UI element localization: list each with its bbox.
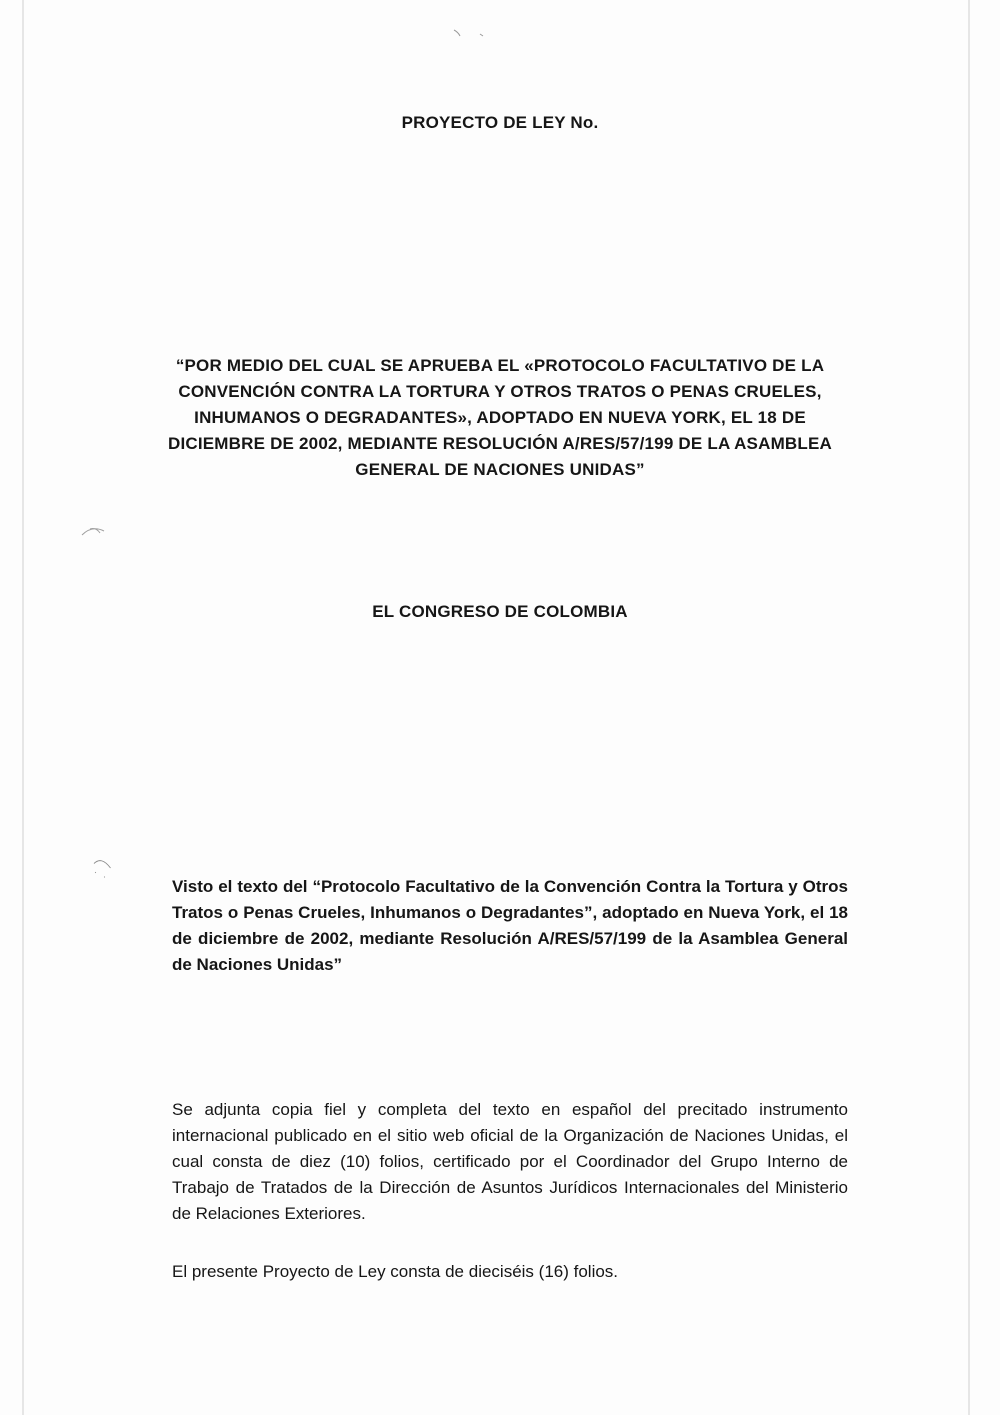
scan-edge-right — [968, 0, 970, 1415]
bill-title: “POR MEDIO DEL CUAL SE APRUEBA EL «PROTOCOLO FACULTATIVO DE LA CONVENCIÓN CONTRA LA TORTURA Y OTROS TRATOS O PENAS CRUELES, INHUMANOS O DEGRADANTES», ADOPTADO EN NUEVA YORK, EL 18 DE DICIEMBRE DE 2002, MEDIANTE RESOLUCIÓN A/RES/57/199 DE LA ASAMBLEA GENERAL DE NACIONES UNIDAS” — [167, 356, 833, 479]
bill-number-heading: PROYECTO DE LEY No. — [401, 113, 599, 132]
scan-edge-left — [22, 0, 24, 1415]
scan-artifact-left-1 — [60, 515, 120, 545]
visto-paragraph: Visto el texto del “Protocolo Facultativo de la Convención Contra la Tortura y Otros Tratos o Penas Crueles, Inhumanos o Degradantes”, adoptado en Nueva York, el 18 de diciembre de 2002, mediante Resolución A/RES/57/199 de la Asamblea General de Naciones Unidas” — [172, 877, 848, 974]
scan-artifact-top — [440, 22, 500, 52]
scan-artifact-left-2 — [70, 850, 130, 880]
issuer-heading: EL CONGRESO DE COLOMBIA — [372, 602, 628, 621]
attachment-paragraph: Se adjunta copia fiel y completa del texto en español del precitado instrumento internacional publicado en el sitio web oficial de la Organización de Naciones Unidas, el cual consta de diez (10) folios, certificado por el Coordinador del Grupo Interno de Trabajo de Tratados de la Dirección de Asuntos Jurídicos Internacionales del Ministerio de Relaciones Exteriores. — [172, 1100, 848, 1223]
folios-note: El presente Proyecto de Ley consta de dieciséis (16) folios. — [172, 1262, 619, 1281]
